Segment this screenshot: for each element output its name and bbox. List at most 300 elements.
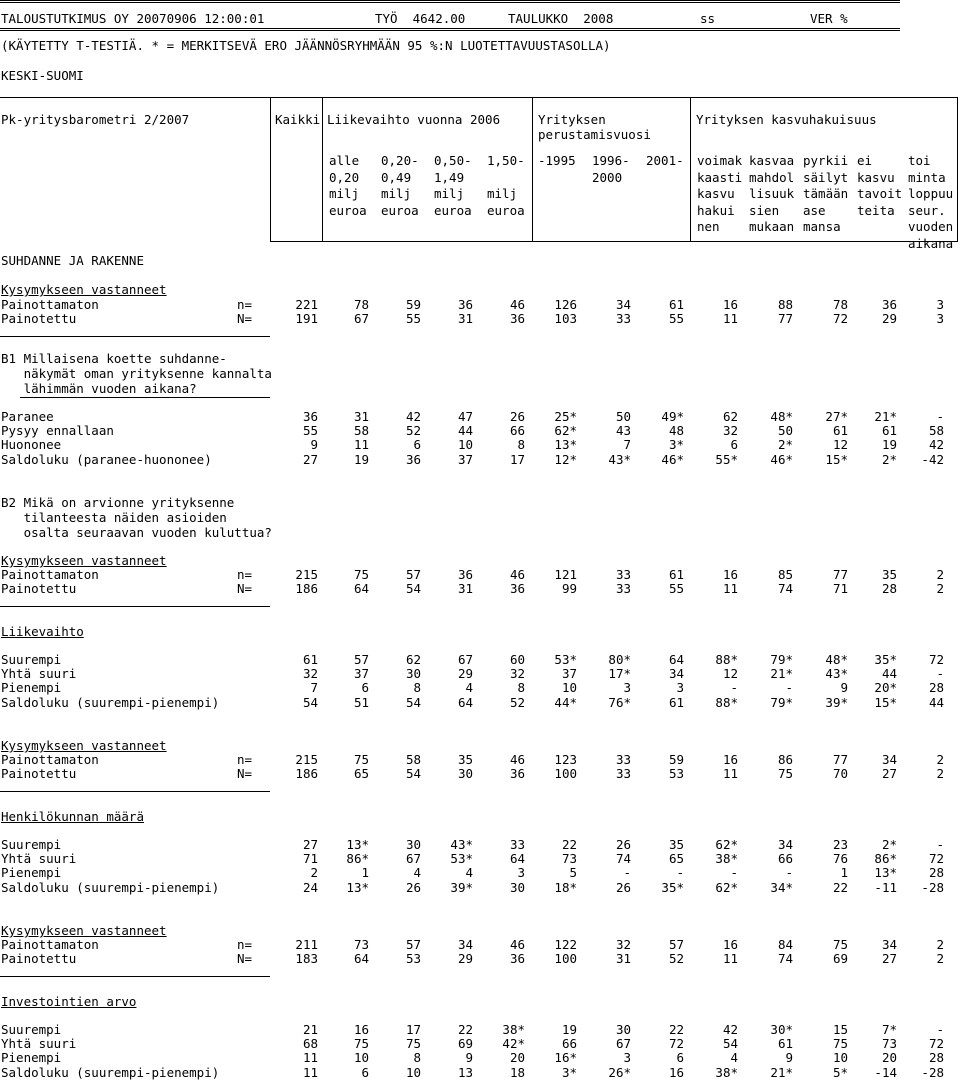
table-row: [0, 581, 960, 596]
header-divider-3: [532, 97, 533, 242]
table-cell: -: [623, 865, 631, 881]
table-cell: 183: [295, 951, 318, 967]
row-label: Pysyy ennallaan: [1, 423, 114, 439]
table-cell: 16: [353, 1022, 369, 1037]
row-n-label: N=: [237, 766, 253, 782]
table-cell: 34: [881, 752, 897, 767]
table-cell: 38*: [502, 1022, 525, 1037]
table-row: [0, 452, 960, 467]
table-cell: 67: [353, 311, 369, 327]
table-cell: 33: [615, 766, 631, 782]
table-cell: 33: [615, 311, 631, 327]
table-cell: 25*: [554, 409, 577, 424]
table-cell: 32: [615, 937, 631, 952]
table-cell: 78: [353, 297, 369, 312]
table-cell: 10: [353, 1050, 369, 1066]
row-n-label: n=: [237, 937, 253, 952]
table-cell: 61: [832, 423, 848, 439]
table-cell: 46: [509, 297, 525, 312]
table-cell: 28: [928, 1050, 944, 1066]
table-cell: 9: [310, 437, 318, 453]
table-cell: 72: [928, 652, 944, 667]
table-cell: 15: [832, 1022, 848, 1037]
table-cell: 79*: [770, 652, 793, 667]
test-note: (KÄYTETTY T-TESTIÄ. * = MERKITSEVÄ ERO JÄÄNNÖSRYHMÄÄN 95 %:N LUOTETTAVUUSTASOLLA): [1, 38, 611, 53]
table-cell: 75: [777, 766, 793, 782]
table-cell: 85: [777, 567, 793, 582]
table-cell: 57: [405, 937, 421, 952]
table-cell: 73: [353, 937, 369, 952]
respondents-title: Kysymykseen vastanneet: [1, 553, 167, 568]
table-cell: 88*: [715, 652, 738, 667]
header-top-rule: [0, 97, 958, 98]
table-cell: 191: [295, 311, 318, 327]
respondents-title: Kysymykseen vastanneet: [1, 923, 167, 938]
table-cell: 52: [509, 694, 525, 710]
table-cell: 86: [777, 752, 793, 767]
table-cell: 4: [465, 865, 473, 881]
table-cell: 1: [361, 865, 369, 881]
table-cell: 11: [302, 1064, 318, 1080]
table-cell: 103: [554, 311, 577, 327]
table-cell: 16: [722, 297, 738, 312]
col-sub-growth-4: ei kasvu tavoit teita: [857, 153, 903, 218]
table-cell: 16: [668, 1064, 684, 1080]
table-cell: 221: [295, 297, 318, 312]
table-cell: 4: [730, 1050, 738, 1066]
double-rule-bottom: [0, 28, 900, 31]
table-cell: 57: [405, 567, 421, 582]
table-cell: 8: [517, 680, 525, 696]
row-label: Paranee: [1, 409, 54, 424]
row-label: Pienempi: [1, 680, 62, 696]
table-row: [0, 880, 960, 895]
table-cell: 3: [676, 680, 684, 696]
report-ss: ss: [700, 11, 716, 26]
table-cell: 73: [561, 851, 577, 867]
table-cell: 16: [722, 567, 738, 582]
table-cell: 3*: [561, 1064, 577, 1080]
table-cell: 11: [722, 951, 738, 967]
table-cell: 54: [405, 694, 421, 710]
table-row: [0, 297, 960, 312]
table-cell: 64: [509, 851, 525, 867]
table-cell: 54: [405, 581, 421, 597]
table-cell: 65: [353, 766, 369, 782]
table-cell: 33: [615, 567, 631, 582]
table-cell: 88: [777, 297, 793, 312]
table-cell: 30: [405, 666, 421, 682]
table-cell: 61: [777, 1036, 793, 1052]
table-row: [0, 423, 960, 438]
table-cell: 35: [668, 837, 684, 852]
table-cell: 34: [457, 937, 473, 952]
table-cell: 4: [413, 865, 421, 881]
table-cell: 53*: [450, 851, 473, 867]
table-cell: 22: [668, 1022, 684, 1037]
table-cell: 10: [457, 437, 473, 453]
table-cell: 28: [881, 581, 897, 597]
table-cell: 33: [615, 752, 631, 767]
table-cell: -: [936, 1022, 944, 1037]
table-cell: 27: [302, 837, 318, 852]
table-cell: 66: [509, 423, 525, 439]
table-cell: 13*: [346, 837, 369, 852]
table-cell: 6: [413, 437, 421, 453]
table-cell: 21*: [874, 409, 897, 424]
table-cell: 74: [615, 851, 631, 867]
table-cell: 46: [509, 567, 525, 582]
table-cell: 37: [457, 451, 473, 467]
table-cell: 9: [840, 680, 848, 696]
table-row: [0, 937, 960, 952]
table-cell: 34: [668, 666, 684, 682]
table-cell: 52: [405, 423, 421, 439]
table-cell: 99: [561, 581, 577, 597]
table-cell: 42*: [502, 1036, 525, 1052]
growth-group-header: Yrityksen kasvuhakuisuus: [696, 112, 877, 127]
table-cell: 35: [457, 752, 473, 767]
table-cell: 8: [413, 1050, 421, 1066]
table-cell: 62*: [715, 837, 738, 852]
table-cell: 30: [405, 837, 421, 852]
table-cell: 65: [668, 851, 684, 867]
table-cell: -: [936, 409, 944, 424]
table-cell: 31: [615, 951, 631, 967]
table-cell: 28: [928, 865, 944, 881]
table-row: [0, 752, 960, 767]
table-cell: 43: [615, 423, 631, 439]
table-cell: 55*: [715, 451, 738, 467]
col-sub-turnover-4: 1,50- milj euroa: [487, 153, 525, 218]
turnover-group-header: Liikevaihto vuonna 2006: [327, 112, 501, 127]
table-cell: 215: [295, 567, 318, 582]
table-cell: 32: [509, 666, 525, 682]
row-label: Painottamaton: [1, 567, 99, 582]
table-cell: 39*: [825, 694, 848, 710]
table-cell: -11: [874, 879, 897, 895]
table-cell: 15*: [874, 694, 897, 710]
table-cell: 36: [509, 581, 525, 597]
table-cell: 35*: [874, 652, 897, 667]
table-cell: 72: [832, 311, 848, 327]
table-row: [0, 1065, 960, 1080]
col-sub-turnover-3: 0,50- 1,49 milj euroa: [434, 153, 472, 218]
table-cell: 20: [881, 1050, 897, 1066]
table-cell: 20: [509, 1050, 525, 1066]
table-cell: 77: [832, 752, 848, 767]
table-cell: 57: [668, 937, 684, 952]
row-n-label: n=: [237, 297, 253, 312]
table-cell: 19: [353, 451, 369, 467]
table-cell: 42: [928, 437, 944, 453]
row-label: Pienempi: [1, 1050, 62, 1066]
table-cell: 72: [668, 1036, 684, 1052]
table-cell: 30: [615, 1022, 631, 1037]
table-cell: 26*: [608, 1064, 631, 1080]
table-cell: 60: [509, 652, 525, 667]
table-cell: 33: [615, 581, 631, 597]
table-cell: 2: [936, 581, 944, 597]
table-cell: 3: [623, 680, 631, 696]
table-cell: 2*: [881, 451, 897, 467]
table-cell: 38*: [715, 1064, 738, 1080]
table-cell: 2*: [777, 437, 793, 453]
section-title: SUHDANNE JA RAKENNE: [1, 253, 144, 268]
table-cell: 62*: [554, 423, 577, 439]
table-cell: -: [785, 865, 793, 881]
table-cell: 6: [361, 680, 369, 696]
table-cell: 32: [722, 423, 738, 439]
col-all-header: Kaikki: [275, 112, 321, 127]
table-cell: 66: [561, 1036, 577, 1052]
table-cell: 48*: [825, 652, 848, 667]
table-cell: 46: [509, 937, 525, 952]
table-cell: 33: [509, 837, 525, 852]
row-label: Yhtä suuri: [1, 1036, 77, 1052]
table-cell: 64: [668, 652, 684, 667]
row-label: Saldoluku (suurempi-pienempi): [1, 879, 220, 895]
table-cell: 64: [457, 694, 473, 710]
table-cell: 67: [615, 1036, 631, 1052]
table-cell: -: [730, 865, 738, 881]
table-cell: -42: [921, 451, 944, 467]
table-cell: -: [676, 865, 684, 881]
table-cell: 75: [353, 567, 369, 582]
table-cell: 61: [668, 297, 684, 312]
table-cell: 100: [554, 951, 577, 967]
table-cell: 75: [832, 1036, 848, 1052]
table-cell: 37: [353, 666, 369, 682]
table-cell: 11: [722, 581, 738, 597]
report-job: TYÖ 4642.00: [375, 11, 466, 26]
table-cell: 2: [310, 865, 318, 881]
row-label: Painottamaton: [1, 297, 99, 312]
table-cell: 54: [722, 1036, 738, 1052]
col-sub-turnover-2: 0,20- 0,49 milj euroa: [381, 153, 419, 218]
row-n-label: N=: [237, 581, 253, 597]
table-cell: 67: [405, 851, 421, 867]
region-title: KESKI-SUOMI: [1, 68, 84, 83]
table-cell: 59: [405, 297, 421, 312]
table-cell: 12*: [554, 451, 577, 467]
table-cell: 16: [722, 937, 738, 952]
table-cell: 38*: [715, 851, 738, 867]
table-cell: 49*: [661, 409, 684, 424]
row-label: Suurempi: [1, 652, 62, 667]
table-row: [0, 951, 960, 966]
table-cell: 73: [881, 1036, 897, 1052]
table-cell: 3: [623, 1050, 631, 1066]
header-divider-4: [690, 97, 691, 242]
table-cell: 9: [785, 1050, 793, 1066]
table-cell: 12: [832, 437, 848, 453]
table-cell: 10: [561, 680, 577, 696]
table-cell: 44*: [554, 694, 577, 710]
table-row: [0, 837, 960, 852]
table-cell: 6: [730, 437, 738, 453]
row-n-label: N=: [237, 311, 253, 327]
table-cell: 62*: [715, 879, 738, 895]
table-cell: 100: [554, 766, 577, 782]
table-cell: -28: [921, 1064, 944, 1080]
table-cell: 55: [302, 423, 318, 439]
table-cell: 75: [353, 1036, 369, 1052]
table-cell: 30: [457, 766, 473, 782]
table-cell: 3: [936, 311, 944, 327]
table-cell: 17*: [608, 666, 631, 682]
row-label: Suurempi: [1, 837, 62, 852]
block-rule: [20, 397, 270, 398]
block-rule: [0, 976, 270, 977]
table-cell: 66: [777, 851, 793, 867]
table-cell: 47: [457, 409, 473, 424]
table-cell: 57: [353, 652, 369, 667]
table-cell: 186: [295, 766, 318, 782]
table-cell: 27: [881, 766, 897, 782]
table-cell: 211: [295, 937, 318, 952]
table-cell: 64: [353, 581, 369, 597]
table-cell: 76: [832, 851, 848, 867]
table-cell: 36: [302, 409, 318, 424]
table-cell: 123: [554, 752, 577, 767]
block-rule: [0, 336, 270, 337]
row-label: Painottamaton: [1, 937, 99, 952]
table-cell: 58: [928, 423, 944, 439]
table-row: [0, 680, 960, 695]
table-cell: 53: [668, 766, 684, 782]
table-row: [0, 652, 960, 667]
table-cell: 44: [928, 694, 944, 710]
table-cell: 72: [928, 1036, 944, 1052]
row-label: Huononee: [1, 437, 62, 453]
table-cell: 39*: [450, 879, 473, 895]
block-rule: [0, 606, 270, 607]
table-cell: 7: [310, 680, 318, 696]
table-cell: 86*: [874, 851, 897, 867]
row-label: Painotettu: [1, 311, 77, 327]
table-cell: 4: [465, 680, 473, 696]
table-cell: 78: [832, 297, 848, 312]
table-cell: 31: [457, 581, 473, 597]
table-cell: 22: [457, 1022, 473, 1037]
table-cell: 13: [457, 1064, 473, 1080]
table-cell: 34*: [770, 879, 793, 895]
table-cell: 48: [668, 423, 684, 439]
table-cell: -14: [874, 1064, 897, 1080]
table-cell: 30*: [770, 1022, 793, 1037]
table-cell: 26: [615, 879, 631, 895]
table-cell: 61: [302, 652, 318, 667]
table-cell: 2*: [881, 837, 897, 852]
table-cell: 36: [509, 766, 525, 782]
table-cell: 2: [936, 567, 944, 582]
header-divider-2: [322, 97, 323, 242]
table-row: [0, 666, 960, 681]
table-cell: 6: [361, 1064, 369, 1080]
table-cell: 35: [881, 567, 897, 582]
col-sub-founded-2: 1996- 2000: [592, 153, 630, 185]
table-cell: 37: [561, 666, 577, 682]
table-cell: 34: [881, 937, 897, 952]
table-cell: 16: [722, 752, 738, 767]
table-cell: 46: [509, 752, 525, 767]
table-cell: 62: [722, 409, 738, 424]
table-cell: 15*: [825, 451, 848, 467]
table-cell: 29: [457, 951, 473, 967]
table-cell: 70: [832, 766, 848, 782]
table-cell: 77: [777, 311, 793, 327]
table-cell: 3: [517, 865, 525, 881]
table-cell: 1: [840, 865, 848, 881]
table-cell: 55: [668, 311, 684, 327]
question-b1: B1 Millaisena koette suhdanne- näkymät oman yrityksenne kannalta lähimmän vuoden aikana?: [1, 351, 272, 396]
table-cell: 5: [569, 865, 577, 881]
table-cell: 3*: [668, 437, 684, 453]
table-cell: 52: [668, 951, 684, 967]
report-table-number: TAULUKKO 2008: [508, 11, 614, 26]
table-cell: 31: [353, 409, 369, 424]
table-cell: -: [785, 680, 793, 696]
header-divider-1: [270, 97, 271, 242]
table-cell: 26: [405, 879, 421, 895]
header-bottom-rule: [270, 241, 958, 242]
table-row: [0, 409, 960, 424]
table-cell: 42: [722, 1022, 738, 1037]
table-cell: 12: [722, 666, 738, 682]
respondents-title: Kysymykseen vastanneet: [1, 282, 167, 297]
table-cell: 80*: [608, 652, 631, 667]
double-rule-top: [0, 0, 900, 3]
col-sub-turnover-1: alle 0,20 milj euroa: [329, 153, 367, 218]
table-cell: 69: [832, 951, 848, 967]
table-cell: 86*: [346, 851, 369, 867]
table-cell: 18*: [554, 879, 577, 895]
table-cell: 59: [668, 752, 684, 767]
table-cell: 13*: [874, 865, 897, 881]
table-cell: 122: [554, 937, 577, 952]
table-cell: 17: [509, 451, 525, 467]
report-org-line: TALOUSTUTKIMUS OY 20070906 12:00:01: [1, 11, 265, 26]
table-cell: 30: [509, 879, 525, 895]
table-cell: 69: [457, 1036, 473, 1052]
table-cell: 31: [457, 311, 473, 327]
col-sub-founded-3: 2001-: [646, 153, 684, 168]
table-cell: 36: [457, 297, 473, 312]
table-cell: 84: [777, 937, 793, 952]
table-cell: 53*: [554, 652, 577, 667]
table-cell: 55: [668, 581, 684, 597]
table-cell: 2: [936, 766, 944, 782]
table-cell: 36: [405, 451, 421, 467]
table-cell: 2: [936, 752, 944, 767]
table-cell: 18: [509, 1064, 525, 1080]
header-divider-5: [957, 97, 958, 242]
table-cell: 5*: [832, 1064, 848, 1080]
table-cell: 10: [405, 1064, 421, 1080]
table-cell: 27*: [825, 409, 848, 424]
table-cell: 29: [881, 311, 897, 327]
table-cell: 67: [457, 652, 473, 667]
table-cell: 8: [413, 680, 421, 696]
table-cell: 9: [465, 1050, 473, 1066]
table-row: [0, 437, 960, 452]
col-sub-growth-3: pyrkii säilyt tämään ase mansa: [803, 153, 849, 234]
table-cell: 36: [881, 297, 897, 312]
table-cell: 186: [295, 581, 318, 597]
table-cell: 13*: [554, 437, 577, 453]
table-cell: 19: [561, 1022, 577, 1037]
